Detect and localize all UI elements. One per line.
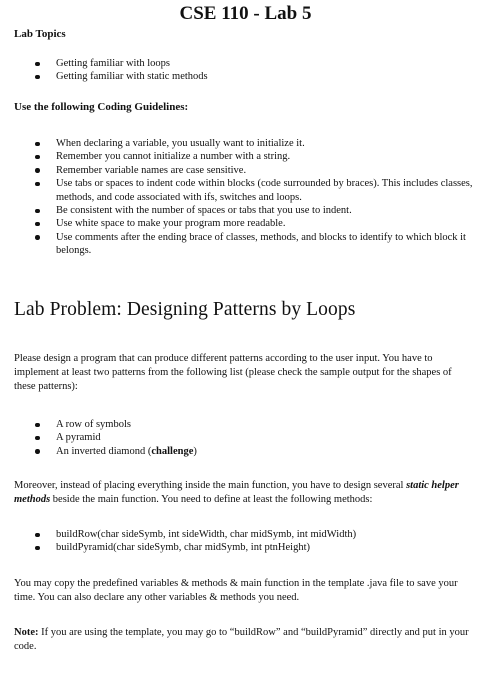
bullet-icon: [35, 449, 40, 454]
patterns-list: [14, 418, 477, 458]
list-item: [14, 150, 477, 163]
bullet-icon: [35, 235, 40, 240]
template-copy-paragraph: You may copy the predefined variables & methods & main function in the template .java file to save your time. You can also declare any other variables & methods you need.: [14, 578, 458, 603]
static-helper-methods-emphasis: static helper methods: [14, 480, 459, 505]
bullet-icon: [35, 168, 40, 173]
bullet-icon: [35, 423, 40, 428]
bullet-icon: [35, 75, 40, 80]
moreover-text-after: beside the main function. You need to define at least the following methods:: [50, 494, 373, 505]
list-item: [14, 70, 477, 83]
bullet-icon: [35, 209, 40, 214]
list-item-text: Use comments after the ending brace of classes, methods, and blocks to identify to which block it belongs.: [56, 231, 466, 257]
list-item: [14, 231, 477, 258]
bullet-icon: [35, 546, 40, 551]
problem-intro-paragraph: Please design a program that can produce different patterns according to the user input. You have to implement at least two patterns from the following list (please check the sample output for the shapes of these patterns):: [14, 353, 452, 392]
list-item: [14, 528, 477, 541]
list-item-text: Remember variable names are case sensitive.: [56, 164, 247, 176]
list-item: [14, 445, 477, 458]
list-item: [14, 137, 477, 150]
list-item-text: A row of symbols: [56, 419, 131, 430]
list-item-text: When declaring a variable, you usually want to initialize it.: [56, 138, 305, 149]
challenge-label: challenge: [151, 445, 194, 457]
bullet-icon: [35, 182, 40, 187]
list-item: [14, 164, 477, 177]
lab-problem-heading: Lab Problem: Designing Patterns by Loops: [14, 299, 356, 320]
list-item: [14, 541, 477, 554]
list-item-text-end: ): [193, 445, 197, 457]
list-item-text: Getting familiar with loops: [56, 58, 171, 69]
note-label: Note:: [14, 627, 39, 638]
list-item-text: Remember you cannot initialize a number with a string.: [56, 151, 291, 163]
bullet-icon: [35, 142, 40, 147]
bullet-icon: [35, 62, 40, 67]
moreover-paragraph: [14, 479, 475, 507]
list-item-text: Use tabs or spaces to indent code within blocks (code surrounded by braces). This includes classes, methods, and code associated with ifs, switches and loops.: [56, 178, 473, 203]
list-item-text: Use white space to make your program more readable.: [56, 218, 286, 230]
note-text: If you are using the template, you may go to “buildRow” and “buildPyramid” directly and put in your code.: [14, 627, 469, 652]
guidelines-label: Use the following Coding Guidelines:: [14, 101, 189, 113]
moreover-text-before: Moreover, instead of placing everything inside the main function, you have to design several: [14, 480, 407, 491]
list-item: [14, 418, 477, 431]
list-item: [14, 57, 477, 70]
list-item-text-start: An inverted diamond (: [56, 445, 152, 457]
list-item: [14, 217, 477, 230]
list-item: [14, 177, 477, 204]
page-title: CSE 110 - Lab 5: [179, 3, 312, 24]
note-paragraph: [14, 626, 475, 654]
bullet-icon: [35, 436, 40, 441]
guidelines-list: [14, 137, 477, 258]
lab-topics-label: Lab Topics: [14, 28, 66, 40]
bullet-icon: [35, 533, 40, 538]
lab-topics-list: [14, 57, 477, 84]
list-item: [14, 431, 477, 444]
list-item-text: Be consistent with the number of spaces or tabs that you use to indent.: [56, 205, 352, 217]
methods-list: [14, 528, 477, 555]
list-item-text: A pyramid: [56, 432, 101, 444]
list-item: [14, 204, 477, 217]
list-item-text: buildPyramid(char sideSymb, char midSymb, int ptnHeight): [56, 542, 311, 554]
list-item-text: Getting familiar with static methods: [56, 71, 208, 83]
list-item-text: buildRow(char sideSymb, int sideWidth, char midSymb, int midWidth): [56, 529, 357, 540]
bullet-icon: [35, 155, 40, 160]
bullet-icon: [35, 222, 40, 227]
